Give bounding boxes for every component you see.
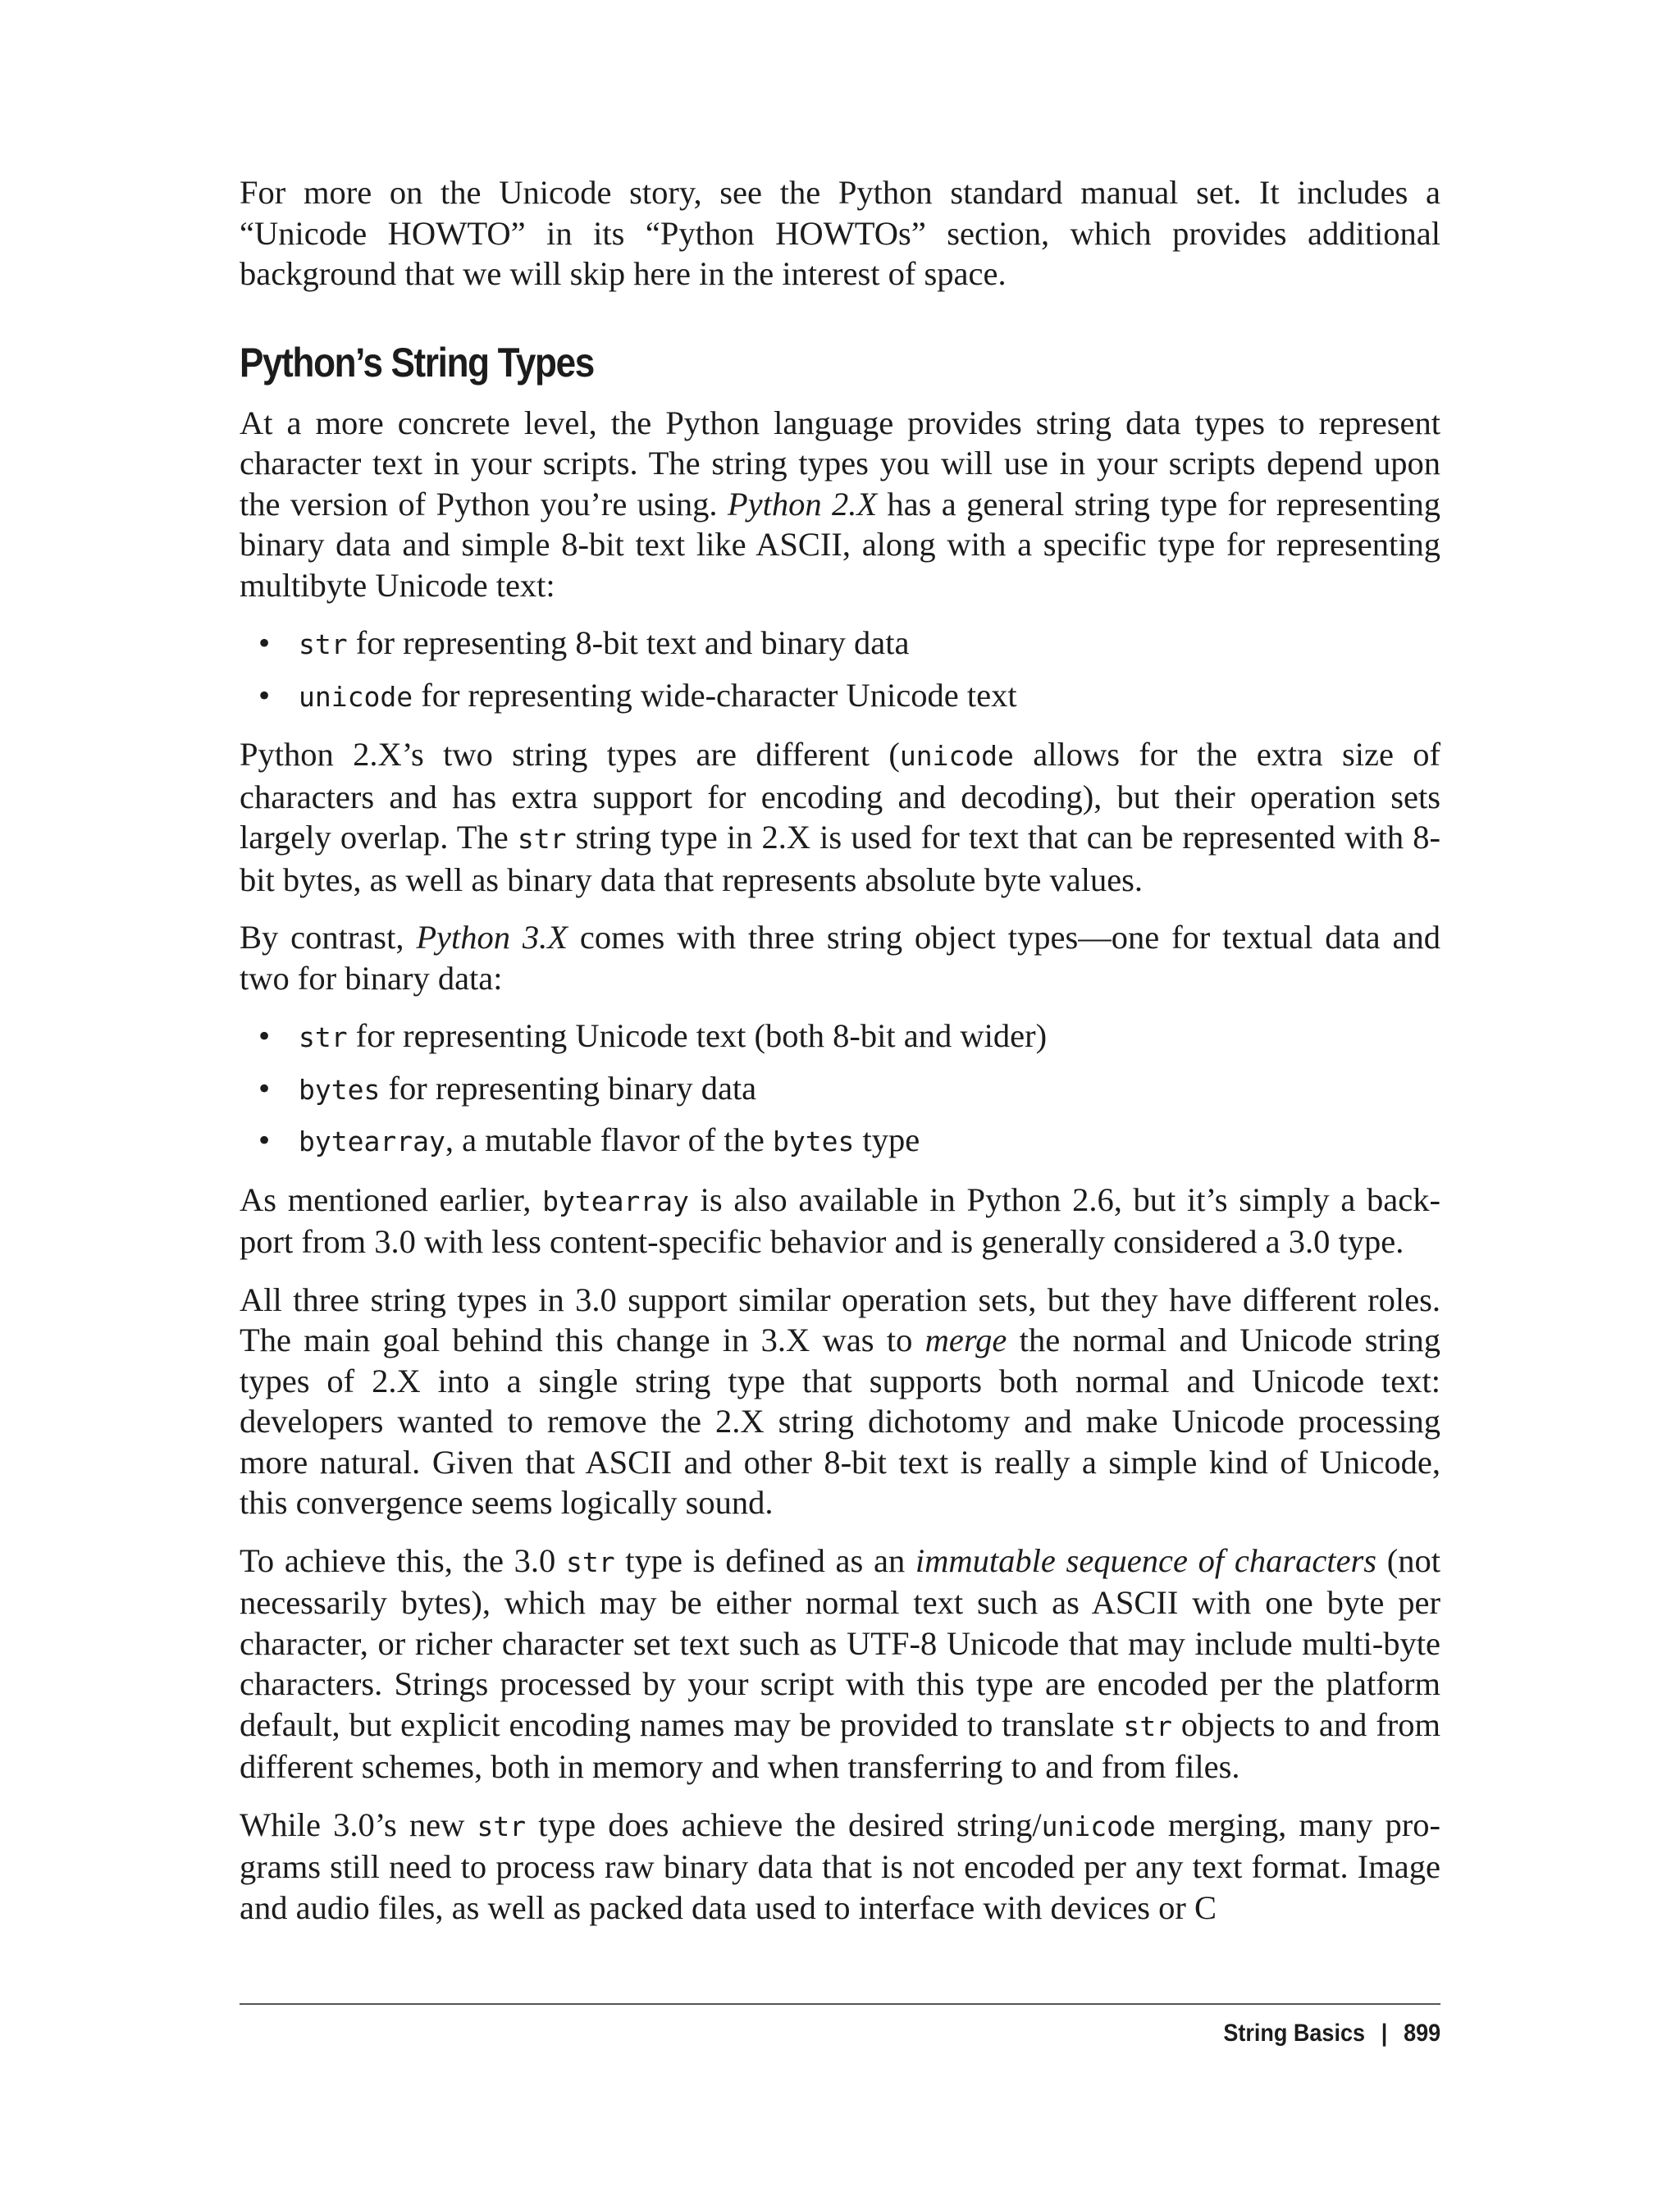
emphasis: Python 3.X xyxy=(416,919,568,956)
paragraph-binary-data xyxy=(240,1805,1440,1929)
bullet-icon: • xyxy=(258,624,271,661)
code-term: unicode xyxy=(299,680,413,713)
list-item xyxy=(240,675,1440,718)
paragraph-bytearray-backport xyxy=(240,1180,1440,1262)
code-term: unicode xyxy=(899,740,1014,772)
text-run: allows for the extra size of characters and has extra support for encoding and decoding), but their operation sets largely overlap. The xyxy=(240,736,1440,856)
code-term: str xyxy=(566,1545,615,1578)
text-run: is also available in Python 2.6, but it’s simply a back-port from 3.0 with less content-specific behavior and is generally considered a 3.0 type. xyxy=(240,1180,1440,1260)
footer-separator: | xyxy=(1381,2020,1388,2047)
list-python2-types xyxy=(240,623,1440,717)
text-run: For more on the Unicode story, see the Python standard manual set. It includes a “Unicode HOWTO” in its “Python HOWTOs” section, which provides additional background that we will skip here in the interest of space. xyxy=(240,174,1440,292)
paragraph-str-definition xyxy=(240,1541,1440,1787)
code-term: str xyxy=(1123,1710,1172,1742)
text-run: for representing wide-character Unicode text xyxy=(413,676,1017,714)
text-run: To achieve this, the 3.0 xyxy=(240,1541,566,1579)
list-python3-types xyxy=(240,1016,1440,1162)
section-heading: Python’s String Types xyxy=(240,339,594,386)
text-run: Python 2.X’s two string types are different ( xyxy=(240,736,900,773)
list-item xyxy=(240,623,1440,665)
text-run: At a more concrete level, the Python language provides string data types to represent character text in your scripts. The string types you will use in your scripts depend upon the version of Python you’re using. xyxy=(240,404,1440,523)
text-run: has a general string type for representing binary data and simple 8-bit text like ASCII, along with a specific type for representing multibyte Unicode text: xyxy=(240,485,1440,604)
code-term: str xyxy=(517,823,567,855)
emphasis: immutable sequence of characters xyxy=(915,1541,1377,1579)
text-run: type is defined as an xyxy=(614,1541,915,1579)
text-run: objects to and from different schemes, both in memory and when transferring to and from files. xyxy=(240,1705,1440,1785)
text-run: for representing 8-bit text and binary data xyxy=(347,624,910,661)
text-run: merging, many pro-grams still need to process raw binary data that is not encoded per any text format. Image and audio files, as well as packed data used to interface with devices or C xyxy=(240,1806,1440,1926)
text-run: While 3.0’s new xyxy=(240,1806,477,1843)
code-term: bytearray xyxy=(542,1185,689,1217)
text-run: comes with three string object types—one for textual data and two for binary data: xyxy=(240,919,1440,997)
list-item xyxy=(240,1068,1440,1111)
paragraph-python2-types xyxy=(240,734,1440,900)
text-run: As mentioned earlier, xyxy=(240,1180,543,1218)
text-run: for representing binary data xyxy=(380,1069,757,1107)
emphasis: Python 2.X xyxy=(727,485,878,523)
code-term: bytes xyxy=(299,1073,381,1106)
code-term: bytes xyxy=(773,1125,855,1157)
text-run: By contrast, xyxy=(240,919,417,956)
footer-section-title: String Basics xyxy=(1223,2020,1365,2047)
text-run: for representing Unicode text (both 8-bit and wider) xyxy=(347,1017,1048,1054)
page-body xyxy=(240,172,1440,1945)
page-number: 899 xyxy=(1403,2020,1440,2047)
text-run: , a mutable flavor of the xyxy=(445,1121,774,1158)
paragraph-merge-goal xyxy=(240,1280,1440,1523)
paragraph-unicode-story xyxy=(240,172,1440,294)
code-term: unicode xyxy=(1041,1810,1156,1842)
paragraph-concrete-level xyxy=(240,403,1440,606)
text-run: the normal and Unicode string types of 2.X into a single string type that supports both normal and Unicode text: developers wanted to remove the 2.X string dichotomy and make Unicode processing more natural. Given that ASCII and other 8-bit text is really a simple kind of Unicode, this convergence seems logically sound. xyxy=(240,1322,1440,1521)
bullet-icon: • xyxy=(258,1017,271,1054)
code-term: bytearray xyxy=(299,1125,445,1157)
code-term: str xyxy=(299,1021,348,1053)
page-footer xyxy=(1223,2020,1440,2048)
code-term: str xyxy=(299,628,348,660)
text-run: (not necessarily bytes), which may be either normal text such as ASCII with one byte per character, or richer character set text such as UTF-8 Unicode that may include multi-byte characters. Strings processed by your script with this type are encoded per the platform default, but explicit encoding names may be provided to translate xyxy=(240,1541,1440,1743)
paragraph-python3-contrast xyxy=(240,917,1440,998)
text-run: string type in 2.X is used for text that can be represented with 8-bit bytes, as well as binary data that represents absolute byte values. xyxy=(240,819,1440,898)
text-run: type xyxy=(854,1121,920,1158)
bullet-icon: • xyxy=(258,676,271,714)
emphasis: merge xyxy=(924,1322,1007,1358)
list-item xyxy=(240,1016,1440,1058)
list-item xyxy=(240,1120,1440,1162)
bullet-icon: • xyxy=(258,1069,271,1107)
bullet-icon: • xyxy=(258,1121,271,1158)
code-term: str xyxy=(477,1810,527,1842)
text-run: All three string types in 3.0 support similar operation sets, but they have different roles. The main goal behind this change in 3.X was to xyxy=(240,1281,1440,1358)
footer-divider xyxy=(240,2003,1440,2005)
text-run: type does achieve the desired string/ xyxy=(526,1806,1042,1843)
